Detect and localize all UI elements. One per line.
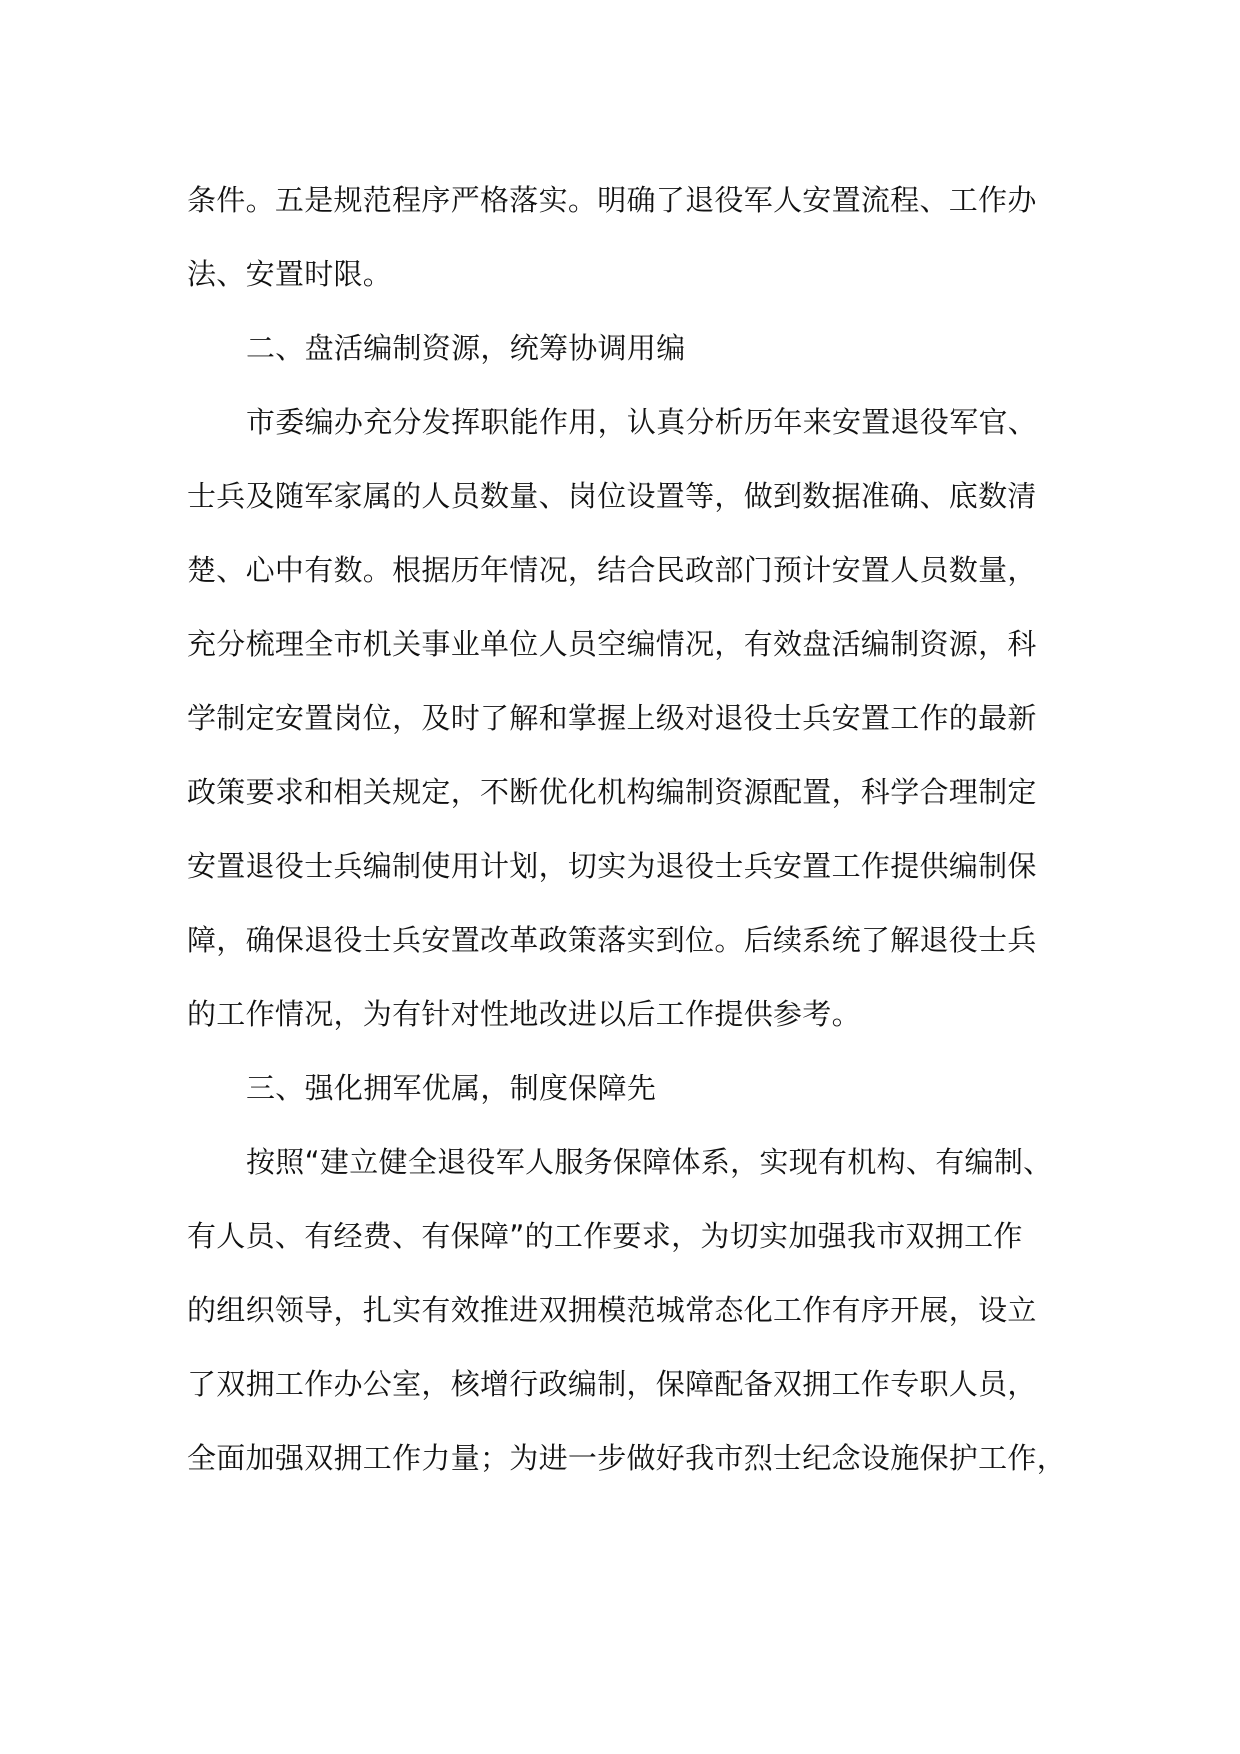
text-line: 政策要求和相关规定，不断优化机构编制资源配置，科学合理制定 xyxy=(187,775,1037,809)
text-line: 障，确保退役士兵安置改革政策落实到位。后续系统了解退役士兵 xyxy=(187,923,1037,957)
text-line: 安置退役士兵编制使用计划，切实为退役士兵安置工作提供编制保 xyxy=(187,849,1037,883)
text-line: 二、盘活编制资源，统筹协调用编 xyxy=(246,331,686,365)
text-line: 楚、心中有数。根据历年情况，结合民政部门预计安置人员数量， xyxy=(187,553,1037,587)
text-line: 的工作情况，为有针对性地改进以后工作提供参考。 xyxy=(187,997,861,1031)
text-line: 条件。五是规范程序严格落实。明确了退役军人安置流程、工作办 xyxy=(187,183,1037,217)
text-line: 的组织领导，扎实有效推进双拥模范城常态化工作有序开展，设立 xyxy=(187,1293,1037,1327)
text-line: 有人员、有经费、有保障”的工作要求，为切实加强我市双拥工作 xyxy=(187,1219,1023,1253)
text-line: 充分梳理全市机关事业单位人员空编情况，有效盘活编制资源，科 xyxy=(187,627,1037,661)
text-line: 士兵及随军家属的人员数量、岗位设置等，做到数据准确、底数清 xyxy=(187,479,1037,513)
text-line: 全面加强双拥工作力量；为进一步做好我市烈士纪念设施保护工作， xyxy=(187,1441,1067,1475)
text-line: 了双拥工作办公室，核增行政编制，保障配备双拥工作专职人员， xyxy=(187,1367,1037,1401)
text-line: 法、安置时限。 xyxy=(187,257,393,291)
text-line: 市委编办充分发挥职能作用，认真分析历年来安置退役军官、 xyxy=(246,405,1038,439)
text-line: 三、强化拥军优属，制度保障先 xyxy=(246,1071,657,1105)
text-line: 按照“建立健全退役军人服务保障体系，实现有机构、有编制、 xyxy=(246,1145,1053,1179)
text-line: 学制定安置岗位，及时了解和掌握上级对退役士兵安置工作的最新 xyxy=(187,701,1037,735)
document-body xyxy=(187,163,1087,1495)
